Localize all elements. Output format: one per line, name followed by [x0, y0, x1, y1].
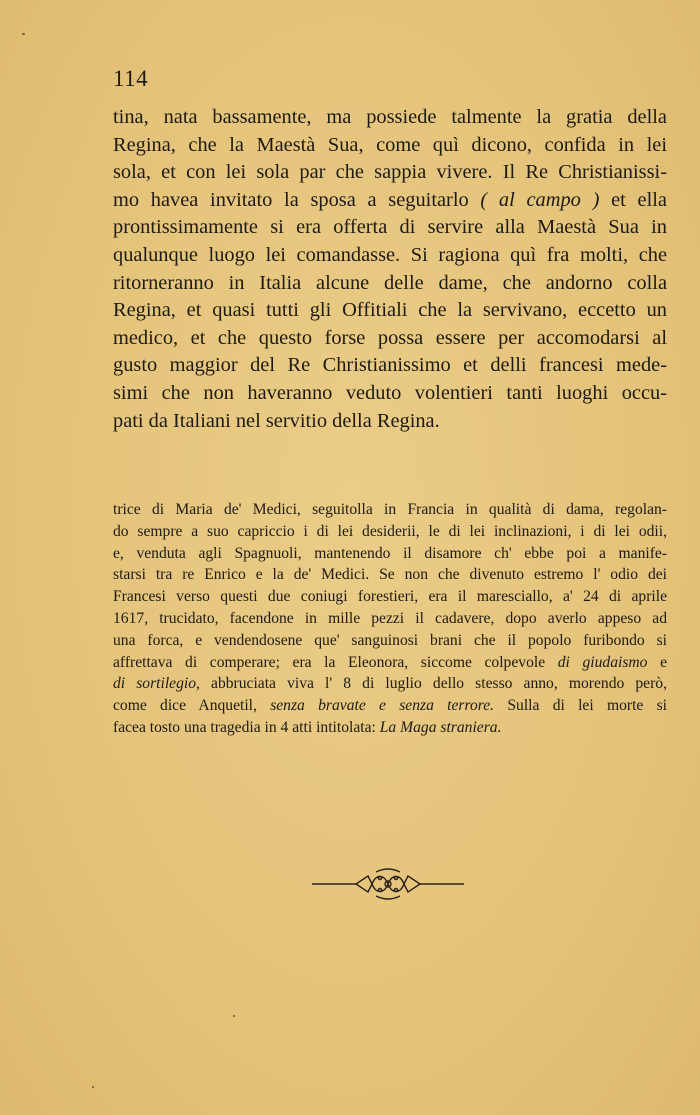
paper-speck	[233, 1015, 235, 1017]
footnote-line	[113, 652, 667, 674]
footnote-line: do sempre a suo capriccio i di lei desiderii, le di lei inclinazioni, i di lei odii,	[113, 522, 667, 540]
footnote-line: starsi tra re Enrico e la de' Medici. Se non che divenuto estremo l' odio dei	[113, 566, 667, 584]
footnote-text: e	[660, 653, 667, 671]
italic-phrase: senza bravate e senza terrore.	[270, 697, 495, 715]
footnote-line	[113, 673, 667, 695]
main-line: gusto maggior del Re Christianissimo et delli francesi mede-	[113, 354, 667, 377]
footnote-text: come dice Anquetil,	[113, 697, 257, 715]
italic-phrase: ( al campo )	[480, 188, 600, 211]
main-line: simi che non haveranno veduto volentieri tanti luoghi occu-	[113, 381, 667, 404]
main-line: medico, et che questo forse possa essere per accomodarsi al	[113, 326, 667, 349]
footnote-text: affrettava di comperare; era la Eleonora, siccome colpevole	[113, 653, 546, 671]
footnote-line: 1617, trucidato, facendone in mille pezzi il cadavere, dopo averlo appeso ad	[113, 609, 667, 627]
main-line	[113, 187, 667, 215]
footnote-text: facea tosto una tragedia in 4 atti intitolata:	[113, 718, 376, 736]
footnote-text: Sulla di lei morte si	[507, 697, 668, 715]
main-line: qualunque luogo lei comandasse. Si ragiona quì fra molti, che	[113, 243, 667, 266]
footnote-block	[113, 499, 667, 739]
main-line: pati da Italiani nel servitio della Regina.	[113, 409, 440, 432]
paper-speck	[92, 1086, 94, 1088]
main-line: ritorneranno in Italia alcune delle dame, che andorno colla	[113, 271, 667, 294]
italic-phrase: di giudaismo	[557, 653, 648, 671]
main-line-text: et ella	[611, 188, 667, 211]
italic-phrase: di sortilegio,	[113, 675, 200, 693]
main-line: prontissimamente si era offerta di servire alla Maestà Sua in	[113, 216, 667, 239]
main-line: sola, et con lei sola par che sappia vivere. Il Re Christianissi-	[113, 161, 667, 184]
footnote-line: Francesi verso questi due coniugi forestieri, era il maresciallo, a' 24 di aprile	[113, 588, 667, 606]
main-line: Regina, che la Maestà Sua, come quì dicono, confida in lei	[113, 133, 667, 156]
footnote-line	[113, 717, 667, 739]
italic-phrase: La Maga straniera.	[379, 718, 502, 736]
footnote-text: abbruciata viva l' 8 di luglio dello stesso anno, morendo però,	[211, 675, 667, 693]
paper-speck	[22, 33, 25, 35]
footnote-line: trice di Maria de' Medici, seguitolla in Francia in qualità di dama, regolan-	[113, 501, 667, 518]
footnote-line	[113, 695, 667, 717]
main-line: Regina, et quasi tutti gli Offitiali che la servivano, eccetto un	[113, 299, 667, 322]
decorative-tailpiece-icon	[310, 864, 466, 904]
footnote-line: una forca, e vendendosene que' sanguinosi brani che il popolo furibondo si	[113, 631, 667, 649]
main-line: tina, nata bassamente, ma possiede talmente la gratia della	[113, 106, 667, 128]
main-text-block	[113, 104, 667, 435]
page-number: 114	[113, 66, 149, 91]
footnote-line: e, venduta agli Spagnuoli, mantenendo il disamore ch' ebbe poi a manife-	[113, 544, 667, 562]
main-line-text: mo havea invitato la sposa a seguitarlo	[113, 188, 469, 211]
